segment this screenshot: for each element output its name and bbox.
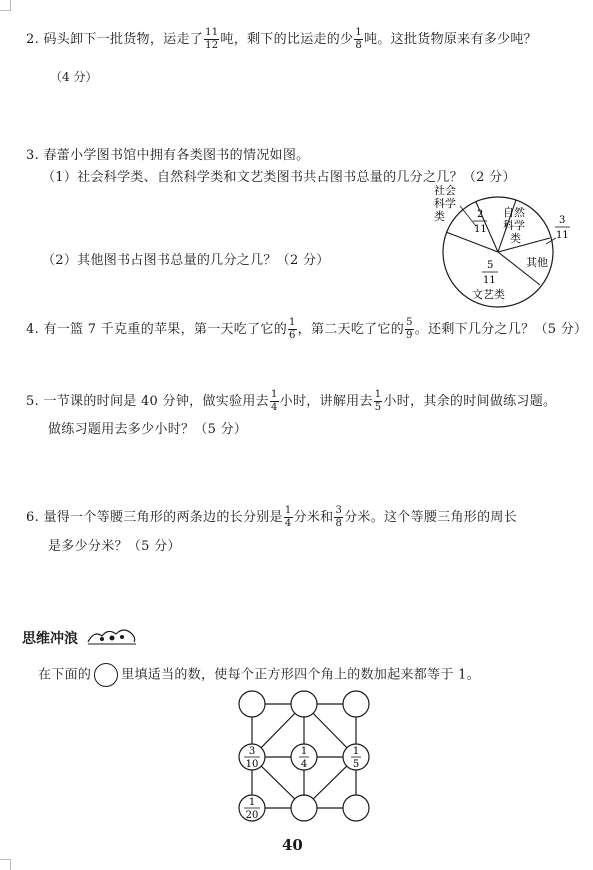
pie-arts-fraction: 5: [487, 260, 494, 271]
fraction: $\frac{3}{8}$: [335, 505, 343, 529]
crop-mark: [0, 0, 11, 11]
svg-text:类: 类: [510, 232, 521, 245]
question-5-line-2: 做练习题用去多少小时？（5 分）: [48, 422, 248, 437]
question-3-part-2: （2）其他图书占图书总量的几分之几？（2 分）: [42, 253, 330, 268]
pie-social-fraction: 2: [477, 209, 484, 220]
svg-text:科学: 科学: [503, 219, 525, 232]
svg-text:3: 3: [248, 746, 256, 757]
blank-circle[interactable]: [291, 795, 317, 821]
pie-natural-label: 自然: [503, 206, 525, 219]
crop-mark: [0, 859, 11, 870]
svg-text:1: 1: [248, 797, 256, 808]
pie-arts-label: 文艺类: [472, 288, 505, 301]
svg-text:11: 11: [474, 224, 487, 235]
pie-natural-fraction: 3: [559, 215, 566, 226]
question-2: 2. 码头卸下一批货物，运走了 $\frac{11}{12}$ 吨，剩下的比运走的少 $\frac{1}{8}$ 吨。这批货物原来有多少吨？: [26, 27, 537, 51]
circle-icon: [94, 663, 118, 687]
blank-circle[interactable]: [343, 795, 369, 821]
blank-circle[interactable]: [239, 691, 265, 717]
fraction: $\frac{5}{9}$: [406, 317, 413, 341]
question-3-part-1: （1）社会科学类、自然科学类和文艺类图书共占图书总量的几分之几？（2 分）: [42, 170, 516, 185]
fraction: $\frac{1}{5}$: [374, 389, 382, 413]
fraction: $\frac{1}{4}$: [284, 505, 292, 529]
svg-text:11: 11: [483, 275, 496, 286]
svg-text:1: 1: [352, 746, 360, 757]
library-pie-chart: [420, 180, 580, 310]
blank-circle[interactable]: [343, 691, 369, 717]
svg-text:10: 10: [245, 759, 259, 770]
challenge-title: 思维冲浪: [22, 631, 78, 647]
blank-circle[interactable]: [291, 691, 317, 717]
question-6: 6. 量得一个等腰三角形的两条边的长分别是 $\frac{1}{4}$ 分米和 $\frac{3}{8}$ 分米。这个等腰三角形的周长: [26, 505, 518, 529]
svg-text:20: 20: [245, 810, 259, 821]
svg-text:5: 5: [352, 759, 360, 770]
svg-text:4: 4: [300, 759, 308, 770]
wave-icon: [86, 624, 138, 648]
fraction: $\frac{1}{4}$: [270, 389, 278, 413]
svg-text:11: 11: [556, 230, 569, 241]
fraction: $\frac{1}{6}$: [289, 317, 296, 341]
fraction: $\frac{1}{8}$: [355, 27, 363, 51]
question-6-line-2: 是多少分米？（5 分）: [48, 539, 181, 554]
circle-grid-puzzle: [224, 684, 372, 824]
challenge-instruction: 在下面的 里填适当的数，使每个正方形四个角上的数加起来都等于 1。: [38, 663, 480, 687]
page-number: 40: [282, 836, 303, 854]
question-2-score: （4 分）: [50, 70, 98, 84]
pie-social-label: 社会: [434, 184, 456, 197]
question-5: 5. 一节课的时间是 40 分钟，做实验用去 $\frac{1}{4}$ 小时，讲解用去 $\frac{1}{5}$ 小时，其余的时间做练习题。: [26, 389, 557, 413]
question-3: 3. 春蕾小学图书馆中拥有各类图书的情况如图。: [26, 148, 310, 163]
svg-text:1: 1: [300, 746, 308, 757]
pie-other-label: 其他: [526, 256, 548, 269]
svg-text:类: 类: [434, 210, 445, 223]
svg-text:科学: 科学: [434, 197, 456, 210]
fraction: $\frac{11}{12}$: [205, 27, 219, 51]
question-4: 4. 有一篮 7 千克重的苹果，第一天吃了它的 $\frac{1}{6}$ ，第二天吃了它的 $\frac{5}{9}$ 。还剩下几分之几？（5 分）: [26, 317, 588, 341]
